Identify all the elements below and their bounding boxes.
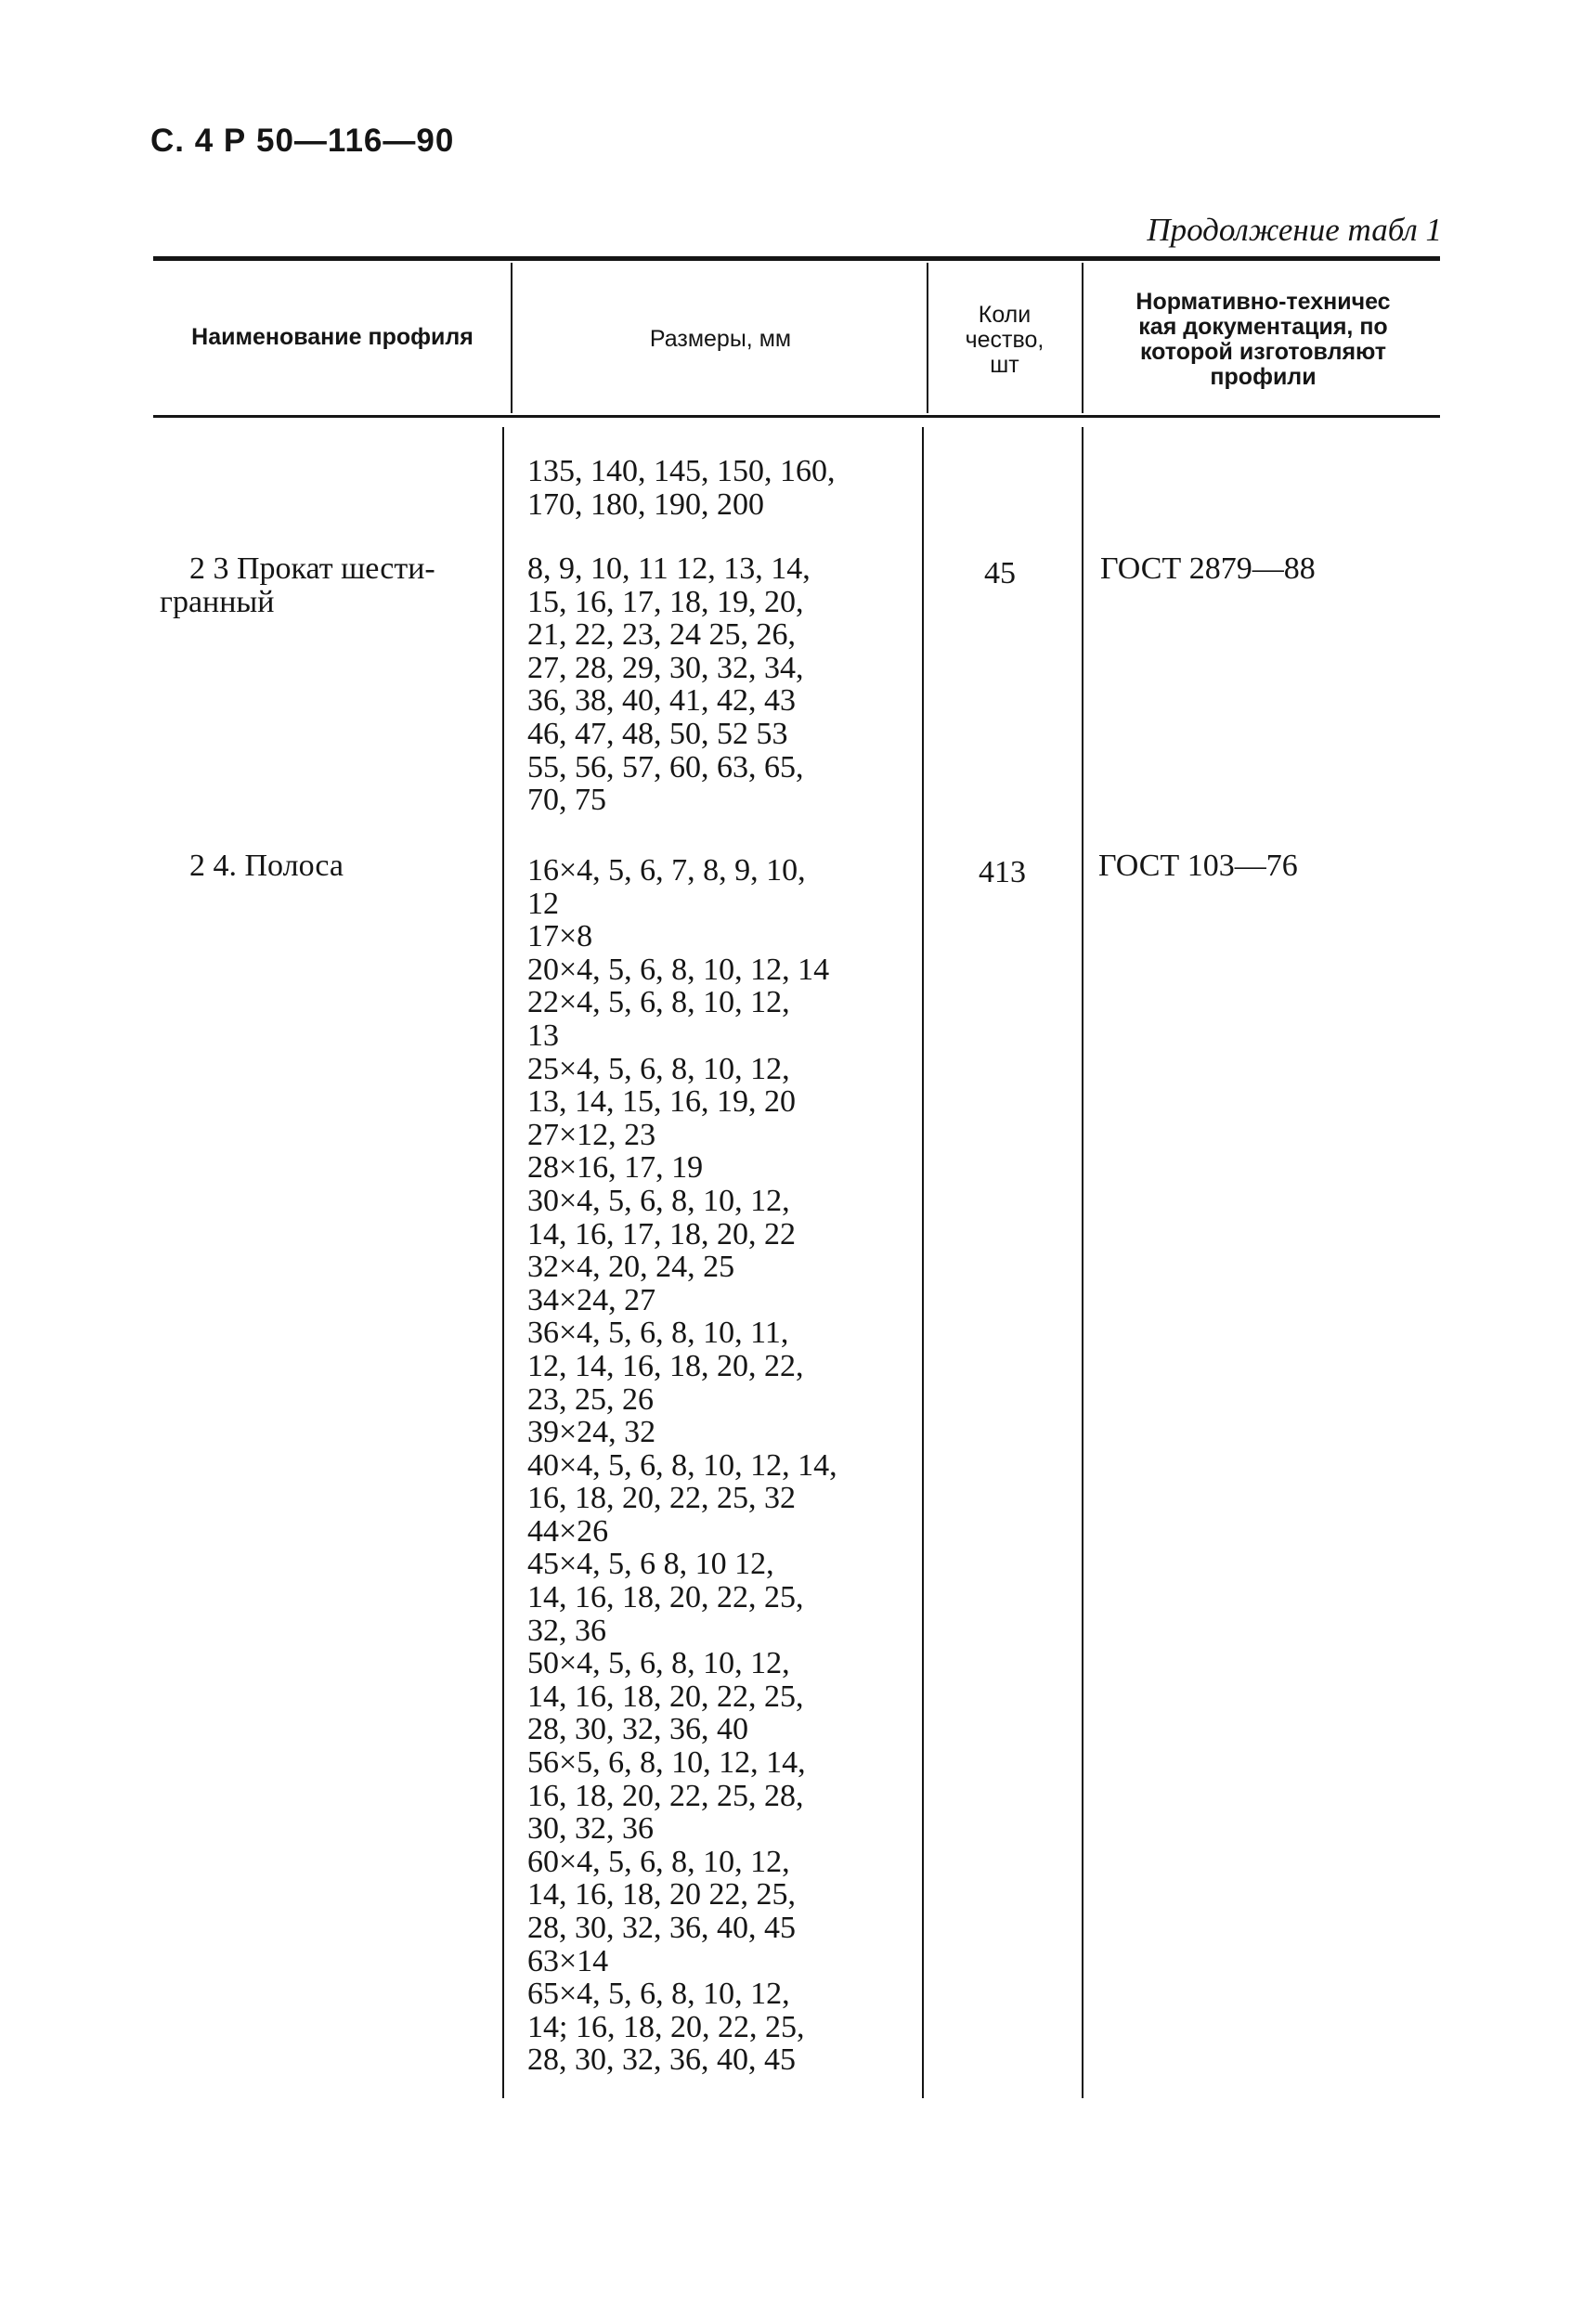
page-header: С. 4 Р 50—116—90 xyxy=(150,123,455,159)
table-top-rule xyxy=(153,256,1440,261)
row-2-4-quantity: 413 xyxy=(979,855,1026,889)
row-2-3-name: 2 3 Прокат шести- гранный xyxy=(160,551,435,619)
body-divider-1 xyxy=(502,427,504,2098)
column-header-sizes: Размеры, мм xyxy=(649,326,792,352)
column-header-quantity: Коли чество, шт xyxy=(965,302,1045,378)
row-2-3-standard: ГОСТ 2879—88 xyxy=(1100,551,1316,586)
column-header-standard: Нормативно-техничес кая документация, по которой изготовляют профили xyxy=(1135,289,1391,390)
header-divider-1 xyxy=(511,263,513,413)
row-2-4-sizes: 16×4, 5, 6, 7, 8, 9, 10, 12 17×8 20×4, 5, 6, 8, 10, 12, 14 22×4, 5, 6, 8, 10, 12, 13 25×4, 5, 6, 8, 10, 12, 13, 14, 15, 16, 19, 20 27×12, 23 28×16, 17, 19 30×4, 5, 6, 8, 10, 12, 14, 16, 17, 18, 20, 22 32×4, 20, 24, 25 34×24, 27 36×4, 5, 6, 8, 10, 11, 12, 14, 16, 18, 20, 22, 23, 25, 26 39×24, 32 40×4, 5, 6, 8, 10, 12, 14, 16, 18, 20, 22, 25, 32 44×26 45×4, 5, 6 8, 10 12, 14, 16, 18, 20, 22, 25, 32, 36 50×4, 5, 6, 8, 10, 12, 14, 16, 18, 20, 22, 25, 28, 30, 32, 36, 40 56×5, 6, 8, 10, 12, 14, 16, 18, 20, 22, 25, 28, 30, 32, 36 60×4, 5, 6, 8, 10, 12, 14, 16, 18, 20 22, 25, 28, 30, 32, 36, 40, 45 63×14 65×4, 5, 6, 8, 10, 12, 14; 16, 18, 20, 22, 25, 28, 30, 32, 36, 40, 45 xyxy=(527,853,837,2078)
table-continuation-label: Продолжение табл 1 xyxy=(1147,212,1442,248)
continued-sizes: 135, 140, 145, 150, 160, 170, 180, 190, 200 xyxy=(527,454,836,522)
row-2-3-quantity: 45 xyxy=(984,556,1016,590)
header-divider-3 xyxy=(1082,263,1083,413)
row-2-3-sizes: 8, 9, 10, 11 12, 13, 14, 15, 16, 17, 18, 19, 20, 21, 22, 23, 24 25, 26, 27, 28, 29, 30, 32, 34, 36, 38, 40, 41, 42, 43 46, 47, 48, 50, 52 53 55, 56, 57, 60, 63, 65, 70, 75 xyxy=(527,551,811,818)
row-2-4-name: 2 4. Полоса xyxy=(189,849,344,883)
header-divider-2 xyxy=(927,263,928,413)
header-bottom-rule xyxy=(153,415,1440,418)
row-2-4-standard: ГОСТ 103—76 xyxy=(1098,849,1298,883)
body-divider-3 xyxy=(1082,427,1083,2098)
column-header-name: Наименование профиля xyxy=(191,324,474,350)
